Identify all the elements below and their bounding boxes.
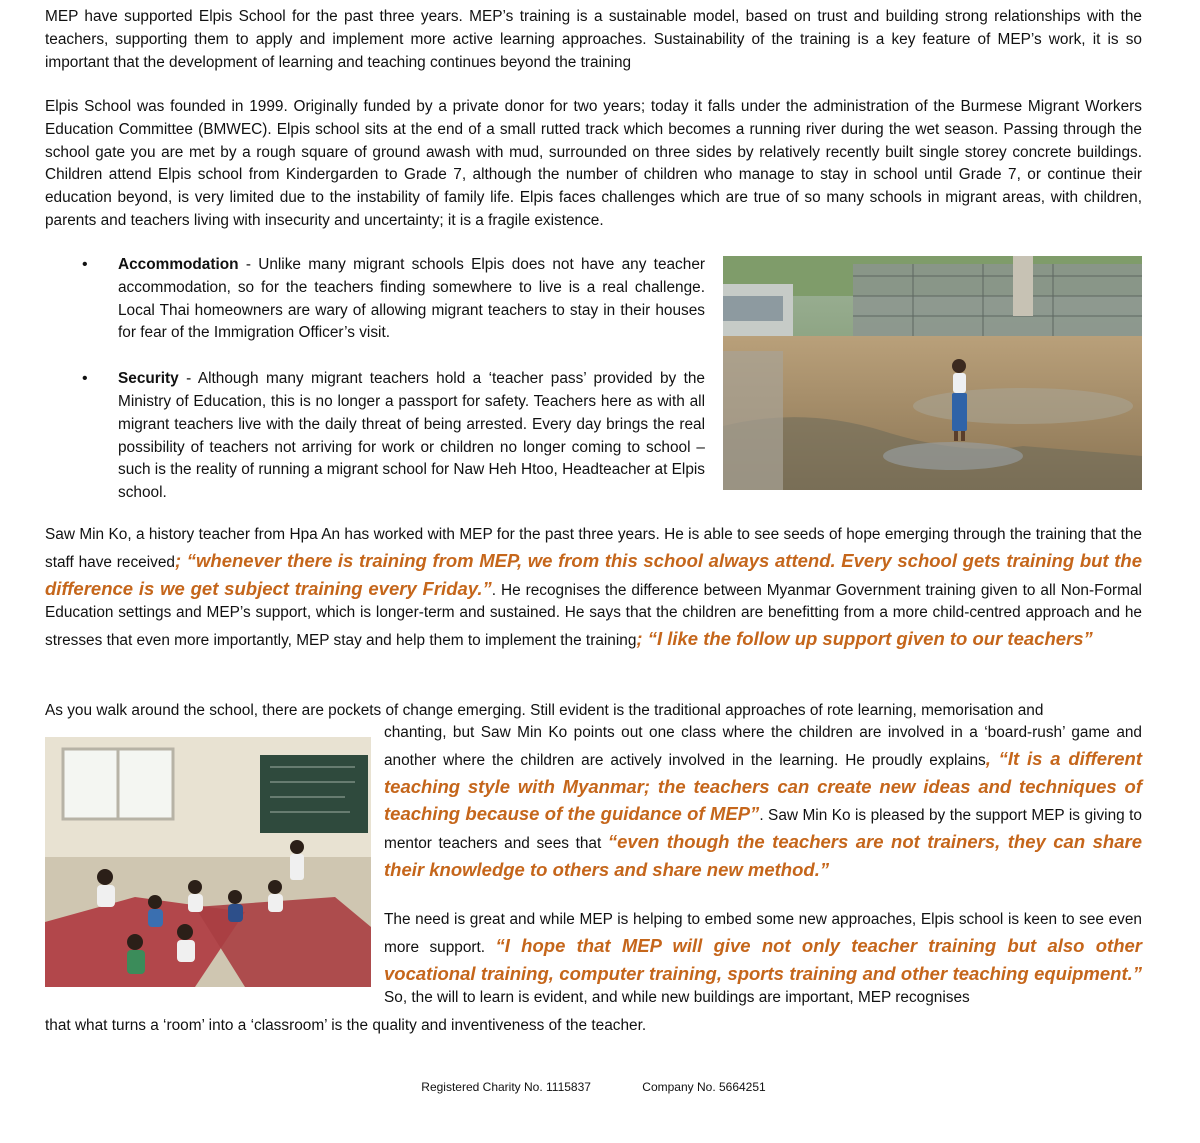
paragraph-intro: MEP have supported Elpis School for the past three years. MEP’s training is a sustainable model, based on trust and building strong relationships with the teachers, supporting them to apply and implement more active learning approaches. Sustainability of the training is a key feature of MEP’s work, it is so important that the development of learning and teaching continues beyond the training — [45, 8, 1142, 71]
quote-share-knowledge: “even though the teachers are not trainers, they can share their knowledge to others and share new method.” — [384, 831, 1142, 880]
quote-follow-up-support: ; “I like the follow up support given to our teachers” — [636, 628, 1093, 650]
paragraph-need-is-great — [384, 909, 1142, 1010]
quote-subject-training: ; “whenever there is training from MEP, we from this school always attend. Every school gets training but the difference is we get subject training every Friday.” — [45, 549, 1142, 599]
text-run: chanting, but Saw Min Ko points out one class where the children are involved in a ‘board-rush’ game and another where the children are actively involved in the learning. He proudly explains — [384, 724, 1142, 769]
bullet-text: - Although many migrant teachers hold a ‘teacher pass’ provided by the Ministry of Education, this is no longer a passport for safety. Teachers here as with all migrant teachers live with the daily threat of being arrested. Every day brings the real possibility of teachers not arriving for work or children no longer coming to school – such is the reality of running a migrant school for Naw Heh Htoo, Headteacher at Elpis school. — [118, 370, 705, 502]
photo-child-in-muddy-yard — [723, 256, 1142, 490]
list-item-security — [45, 368, 705, 505]
text-run: The need is great and while MEP is helping to embed some new approaches, Elpis school is keen to see even more support. — [384, 911, 1142, 956]
challenges-list — [45, 254, 705, 505]
paragraph-walk-around-line: As you walk around the school, there are pockets of change emerging. Still evident is the traditional approaches of rote learning, memorisation and — [45, 702, 1044, 719]
text-run: . He recognises the difference between Myanmar Government training given to all Non-Formal Education settings and MEP’s support, which is longer-term and sustained. He says that the children are benefitting from a more child-centred approach and he stresses that even more importantly, MEP stay and help them to implement the training — [45, 581, 1142, 650]
paragraph-saw-min-ko — [45, 524, 1142, 653]
bullet-title: Security — [118, 370, 179, 388]
paragraph-school-history: Elpis School was founded in 1999. Originally funded by a private donor for two years; today it falls under the administration of the Burmese Migrant Workers Education Committee (BMWEC). Elpis school sits at the end of a small rutted track which becomes a running river during the wet season. Passing through the school gate you are met by a rough square of ground awash with mud, surrounded on three sides by relatively recently built single storey concrete buildings. Children attend Elpis school from Kindergarden to Grade 7, although the number of children who manage to stay in school until Grade 7, or continue their education beyond, is very limited due to the instability of family life. Elpis faces challenges which are true of so many schools in migrant areas, with children, parents and teachers living with insecurity and uncertainty; it is a fragile existence. — [45, 98, 1142, 229]
photo-classroom-board-rush — [45, 737, 371, 987]
paragraph-closing-line: that what turns a ‘room’ into a ‘classroom’ is the quality and inventiveness of the teacher. — [45, 1017, 647, 1034]
text-run: Saw Min Ko, a history teacher from Hpa An has worked with MEP for the past three years. He is able to see seeds of hope emerging through the training that the staff have received — [45, 526, 1142, 571]
charity-number: Registered Charity No. 1115837 — [421, 1080, 591, 1094]
list-item-accommodation — [45, 254, 705, 345]
text-run: . Saw Min Ko is pleased by the support MEP is giving to mentor teachers and sees that — [384, 807, 1142, 853]
bullet-title: Accommodation — [118, 256, 239, 273]
quote-different-teaching-style: , “It is a different teaching style with Myanmar; the teachers can create new ideas and techniques of teaching because of the guidance of MEP” — [384, 747, 1142, 825]
company-number: Company No. 5664251 — [642, 1080, 766, 1094]
bullet-text: - Unlike many migrant schools Elpis does not have any teacher accommodation, so for the teachers finding somewhere to live is a real challenge. Local Thai homeowners are wary of allowing migrant teachers to stay in their houses for fear of the Immigration Officer’s visit. — [118, 256, 705, 342]
page-footer — [45, 1080, 1142, 1094]
paragraph-teaching-style — [384, 722, 1142, 884]
quote-more-training: “I hope that MEP will give not only teacher training but also other vocational training, computer training, sports training and other teaching equipment.” — [384, 934, 1142, 984]
text-run: So, the will to learn is evident, and while new buildings are important, MEP recognises — [384, 989, 970, 1007]
